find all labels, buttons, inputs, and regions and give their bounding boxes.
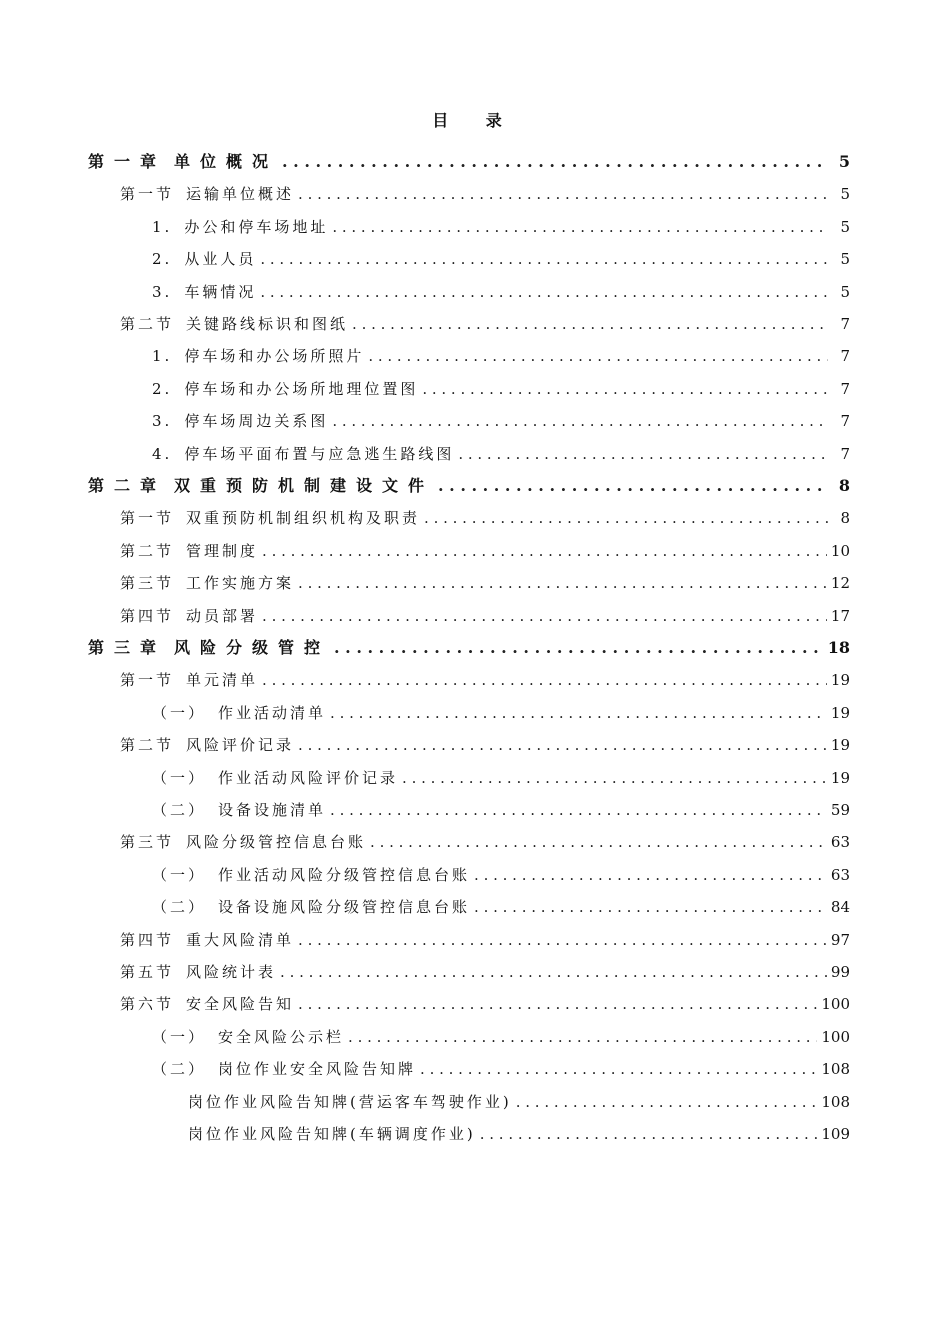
toc-entry-page: 84 xyxy=(830,898,850,917)
dot-leader xyxy=(402,766,827,790)
toc-entry-title: 岗位作业风险告知牌(车辆调度作业) xyxy=(188,1125,476,1143)
toc-entry-title: 双重预防机制建设文件 xyxy=(174,476,435,495)
toc-entry[interactable] xyxy=(120,506,850,530)
dot-leader xyxy=(458,442,828,466)
toc-entry-number: 第三节 xyxy=(120,574,175,593)
toc-entry-page: 12 xyxy=(830,574,850,593)
toc-entry-number: 第一章 xyxy=(88,152,167,171)
toc-entry-title: 设备设施风险分级管控信息台账 xyxy=(218,898,471,917)
toc-entry[interactable] xyxy=(152,1025,850,1049)
toc-entry-number: 第四节 xyxy=(120,606,175,625)
toc-entry-title: 车辆情况 xyxy=(184,282,257,301)
toc-entry-page: 7 xyxy=(840,379,850,398)
toc-entry-title: 停车场和办公场所照片 xyxy=(184,347,365,366)
toc-entry[interactable] xyxy=(152,701,850,725)
dot-leader xyxy=(332,215,828,239)
toc-entry[interactable] xyxy=(152,409,850,433)
toc-entry-title: 风险统计表 xyxy=(186,963,277,981)
toc-entry-title: 安全风险告知 xyxy=(186,995,295,1014)
toc-entry-page: 59 xyxy=(830,801,850,819)
toc-entry-title: 从业人员 xyxy=(184,250,257,269)
toc-entry[interactable] xyxy=(152,215,850,239)
dot-leader xyxy=(332,409,828,433)
dot-leader xyxy=(282,150,828,174)
toc-entry-page: 5 xyxy=(838,152,850,171)
toc-entry-page: 7 xyxy=(840,412,850,431)
toc-entry-title: 管理制度 xyxy=(186,541,259,560)
toc-entry-title: 岗位作业风险告知牌(营运客车驾驶作业) xyxy=(188,1092,512,1111)
toc-entry-title: 运输单位概述 xyxy=(186,185,295,204)
toc-entry[interactable] xyxy=(152,280,850,304)
toc-entry-title: 单元清单 xyxy=(186,671,259,690)
toc-entry-page: 19 xyxy=(830,671,850,690)
toc-entry[interactable] xyxy=(120,571,850,595)
toc-entry[interactable] xyxy=(88,636,850,660)
dot-leader xyxy=(422,377,828,401)
toc-entry-number: 4. xyxy=(152,444,173,463)
dot-leader xyxy=(262,539,827,563)
toc-entry[interactable] xyxy=(152,344,850,368)
toc-entry-page: 8 xyxy=(840,509,850,528)
toc-entry-page: 108 xyxy=(821,1060,850,1079)
toc-entry-page: 5 xyxy=(840,217,850,236)
dot-leader xyxy=(474,895,827,919)
dot-leader xyxy=(298,992,817,1016)
toc-entry[interactable] xyxy=(152,247,850,271)
toc-entry-page: 19 xyxy=(830,703,850,722)
dot-leader xyxy=(298,928,827,952)
toc-entry[interactable] xyxy=(120,960,850,984)
toc-entry-page: 7 xyxy=(840,444,850,463)
toc-entry[interactable] xyxy=(120,733,850,757)
toc-entry-title: 风险分级管控 xyxy=(174,638,331,657)
toc-entry[interactable] xyxy=(120,668,850,692)
toc-entry[interactable] xyxy=(120,928,850,952)
toc-entry[interactable] xyxy=(120,182,850,206)
toc-entry-number: 2. xyxy=(152,379,173,398)
dot-leader xyxy=(334,636,824,660)
dot-leader xyxy=(262,668,827,692)
dot-leader xyxy=(516,1090,818,1114)
toc-entry[interactable] xyxy=(152,377,850,401)
toc-entry-page: 100 xyxy=(821,995,850,1014)
dot-leader xyxy=(280,960,827,984)
toc-entry-page: 7 xyxy=(840,347,850,366)
toc-entry-page: 97 xyxy=(830,930,850,949)
toc-entry-page: 109 xyxy=(821,1125,850,1143)
dot-leader xyxy=(298,182,828,206)
dot-leader xyxy=(424,506,828,530)
toc-entry[interactable] xyxy=(152,442,850,466)
toc-entry-title: 安全风险公示栏 xyxy=(218,1027,345,1046)
toc-entry-title: 单位概况 xyxy=(174,152,279,171)
toc-entry[interactable] xyxy=(152,766,850,790)
toc-entry-number: （一） xyxy=(152,865,207,884)
toc-entry-number: 第二节 xyxy=(120,315,175,333)
dot-leader xyxy=(262,604,827,628)
toc-entry-page: 19 xyxy=(830,736,850,755)
toc-entry-title: 风险分级管控信息台账 xyxy=(186,833,367,852)
toc-entry-number: 第一节 xyxy=(120,671,175,690)
dot-leader xyxy=(368,344,828,368)
toc-entry-number: 第二章 xyxy=(88,476,167,495)
toc-entry-page: 108 xyxy=(821,1092,850,1111)
dot-leader xyxy=(348,1025,817,1049)
toc-entry[interactable] xyxy=(152,798,850,822)
toc-entry[interactable] xyxy=(152,863,850,887)
toc-entry[interactable] xyxy=(188,1090,850,1114)
toc-entry-number: 第四节 xyxy=(120,930,175,949)
toc-entry-number: 第一节 xyxy=(120,185,175,204)
dot-leader xyxy=(298,733,827,757)
toc-entry-title: 停车场周边关系图 xyxy=(184,412,329,431)
toc-entry-page: 7 xyxy=(840,315,850,333)
dot-leader xyxy=(474,863,827,887)
dot-leader xyxy=(438,474,828,498)
toc-entry-number: 3. xyxy=(152,282,173,301)
dot-leader xyxy=(298,571,827,595)
toc-entry-title: 岗位作业安全风险告知牌 xyxy=(218,1060,417,1079)
toc-entry-page: 99 xyxy=(830,963,850,981)
dot-leader xyxy=(260,247,828,271)
toc-entry-number: 第二节 xyxy=(120,736,175,755)
toc-entry-number: 第三章 xyxy=(88,638,167,657)
toc-entry-page: 63 xyxy=(830,865,850,884)
toc-entry-title: 作业活动清单 xyxy=(218,703,327,722)
toc-entry-title: 办公和停车场地址 xyxy=(184,217,329,236)
toc-entry-title: 作业活动风险评价记录 xyxy=(218,768,399,787)
dot-leader xyxy=(370,830,827,854)
toc-entry-number: （一） xyxy=(152,768,207,787)
toc-entry-title: 作业活动风险分级管控信息台账 xyxy=(218,865,471,884)
dot-leader xyxy=(260,280,828,304)
toc-entry-title: 重大风险清单 xyxy=(186,930,295,949)
toc-entry-title: 关键路线标识和图纸 xyxy=(186,315,349,333)
toc-entry-page: 8 xyxy=(838,476,850,495)
toc-entry-page: 19 xyxy=(830,768,850,787)
toc-entry[interactable] xyxy=(120,992,850,1016)
toc-entry-number: 第六节 xyxy=(120,995,175,1014)
toc-entry-number: 第二节 xyxy=(120,541,175,560)
dot-leader xyxy=(420,1057,817,1081)
toc-entry-page: 63 xyxy=(830,833,850,852)
toc-entry-page: 5 xyxy=(840,282,850,301)
toc-entry-title: 停车场平面布置与应急逃生路线图 xyxy=(184,444,455,463)
toc-entry[interactable] xyxy=(120,312,850,336)
toc-entry[interactable] xyxy=(88,474,850,498)
toc-entry[interactable] xyxy=(120,539,850,563)
toc-entry-number: 2. xyxy=(152,250,173,269)
toc-entry[interactable] xyxy=(152,1057,850,1081)
toc-entry-number: 3. xyxy=(152,412,173,431)
toc-entry-page: 17 xyxy=(830,606,850,625)
toc-entry-number: 第三节 xyxy=(120,833,175,852)
toc-title: 目 录 xyxy=(432,111,518,130)
toc-entry-title: 设备设施清单 xyxy=(218,801,327,819)
toc-entry[interactable] xyxy=(152,895,850,919)
toc-entry[interactable] xyxy=(120,604,850,628)
dot-leader xyxy=(480,1122,818,1146)
toc-entry-page: 5 xyxy=(840,185,850,204)
toc-entry-number: 第五节 xyxy=(120,963,175,981)
dot-leader xyxy=(330,701,827,725)
toc-entry-number: （二） xyxy=(152,1060,207,1079)
dot-leader xyxy=(352,312,828,336)
toc-entry-title: 工作实施方案 xyxy=(186,574,295,593)
toc-entry-number: 第一节 xyxy=(120,509,175,528)
toc-entry-title: 双重预防机制组织机构及职责 xyxy=(186,509,421,528)
toc-entry-number: （二） xyxy=(152,898,207,917)
toc-entry-title: 风险评价记录 xyxy=(186,736,295,755)
toc-entry-page: 18 xyxy=(827,638,850,657)
toc-entry-number: （一） xyxy=(152,1027,207,1046)
toc-entry-page: 100 xyxy=(821,1027,850,1046)
toc-entry[interactable] xyxy=(188,1122,850,1146)
toc-entry-number: 1. xyxy=(152,217,173,236)
toc-entry[interactable] xyxy=(88,150,850,174)
toc-entry-title: 停车场和办公场所地理位置图 xyxy=(184,379,419,398)
toc-entry-number: （二） xyxy=(152,801,207,819)
dot-leader xyxy=(330,798,827,822)
toc-entry-page: 5 xyxy=(840,250,850,269)
toc-entry-title: 动员部署 xyxy=(186,606,259,625)
toc-entry-number: （一） xyxy=(152,703,207,722)
toc-entry[interactable] xyxy=(120,830,850,854)
toc-entry-page: 10 xyxy=(830,541,850,560)
toc-entry-number: 1. xyxy=(152,347,173,366)
